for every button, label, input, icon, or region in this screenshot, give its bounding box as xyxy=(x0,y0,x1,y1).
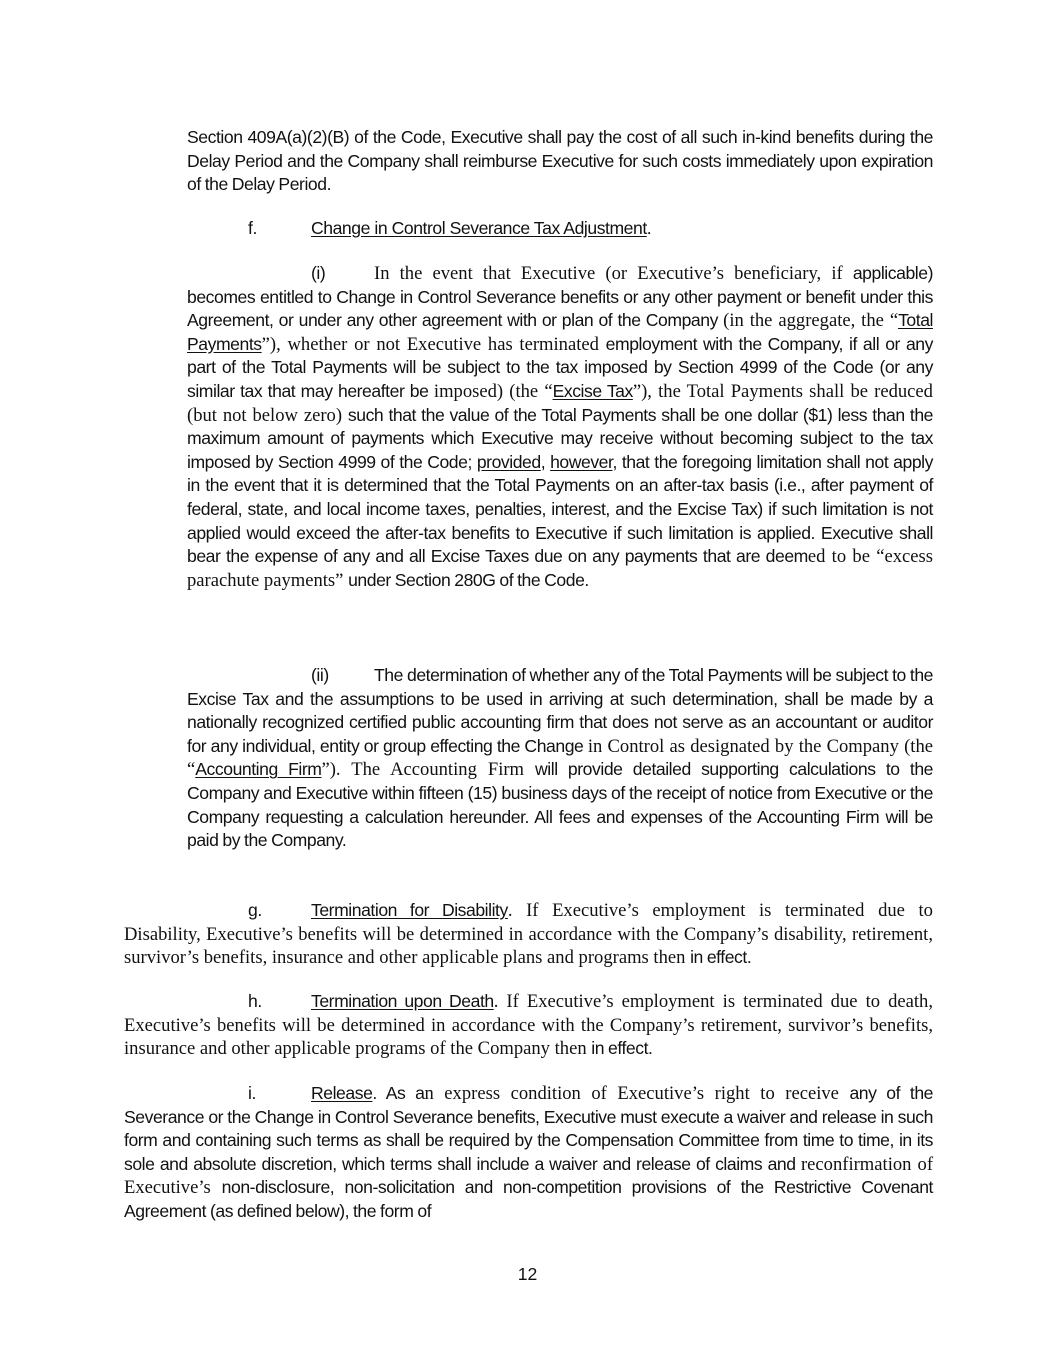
text-segment: . If Executive’s employment is terminated due to Disability, Executive’s benefits will be determined in accordance with the Company’s disability, retirement, survivor’s benefits, insurance and other applicable plans and programs then xyxy=(124,900,933,969)
text-segment: , that the foregoing limitation shall not apply in the event that it is determined that the Total Payments on an after-tax basis (i.e., after payment of federal, state, and local income taxes, penalties, interest, and the Excise Tax) if such limitation is not applied would exceed the after-tax benefits to Executive if such limitation is applied. Executive shall bear the expense of any and all Excise Taxes due on any payments that are deem xyxy=(187,451,933,567)
text-segment: n express condition of Executive’s right to receive xyxy=(424,1083,850,1104)
section-f-heading xyxy=(248,217,651,241)
text-segment: such that the value of the Total Payments shall be one dollar ($1) less than the maximum amount of payments which Executive may receive without becoming subject to the tax imposed by Section 4999 of the Code; xyxy=(187,404,933,472)
text-segment: . If Executive’s employment is terminated due to death, Executive’s benefits will be determined in accordance with the Company’s retirement, survivor’s benefits, insurance and other applicable programs of the Company then xyxy=(124,991,933,1060)
emphasis-provided: provided xyxy=(476,451,541,472)
text-segment: any of the Severance or the Change in Control Severance benefits, Executive must execute a waiver and release in such form and containing such terms as shall be required by the Compensation Committee from time to time, in its sole and absolute discretion, which terms shall include a waiver and release of claims and xyxy=(124,1083,933,1174)
section-i-title: Release xyxy=(311,1083,373,1103)
text-segment: imposed) (the “ xyxy=(433,380,553,402)
defined-term-excise-tax: Excise Tax xyxy=(552,380,633,401)
defined-term-total-payments: Total Payments xyxy=(187,310,933,354)
defined-term-accounting-firm: Accounting Firm xyxy=(195,759,322,780)
text-segment: non-disclosure, non-solicitation and non-competition provisions of the Restrictive Covenant Agreement (as defined below), the form of xyxy=(124,1177,933,1221)
text-segment: The determination of whether any of the Total Payments will be subject to the Excise Tax and the assumptions to be used in arriving at such determination, shall be made by a nationally recognized certified public accounting firm that does not serve as an accountant or auditor for any individual, entity or group effecting the Change xyxy=(187,665,933,756)
text-segment: ”), whether or not Executive has terminated xyxy=(261,333,606,355)
text-segment: in effect. xyxy=(591,1038,653,1059)
subsection-ii-marker: (ii) xyxy=(311,665,329,685)
text-segment: , xyxy=(540,451,551,472)
text-segment: ”), the Total Payments shall be reduced (but not below zero) xyxy=(187,380,933,426)
section-g-marker: g. xyxy=(248,900,262,920)
text-segment: will provide detailed supporting calculations to the Company and Executive within fifteen (15) business days of the receipt of notice from Executive or the Company requesting a calculation hereunder. All fees and expenses of the Accounting Firm will be paid by the Company. xyxy=(187,759,934,851)
section-h-title: Termination upon Death xyxy=(311,991,494,1011)
text-segment: In the event that Executive (or Executive’s beneficiary, if xyxy=(374,263,853,284)
subsection-i-paragraph xyxy=(187,262,933,592)
section-i-marker: i. xyxy=(248,1083,256,1103)
text-segment: in effect. xyxy=(690,947,752,968)
section-f-title: Change in Control Severance Tax Adjustment xyxy=(311,218,647,238)
paragraph-text: Section 409A(a)(2)(B) of the Code, Executive shall pay the cost of all such in-kind benefits during the Delay Period and the Company shall reimburse Executive for such costs immediately upon expiration of the Delay Period. xyxy=(187,127,933,195)
text-segment: . As a xyxy=(372,1083,425,1103)
text-segment: in Control as designated by the Company (the “ xyxy=(187,735,934,781)
paragraph-409a-continuation xyxy=(187,126,933,197)
text-segment: (in the aggregate, the “ xyxy=(723,310,899,332)
section-f-title-suffix: . xyxy=(646,218,652,238)
section-f-marker: f. xyxy=(248,218,257,238)
section-g-paragraph xyxy=(124,899,933,970)
subsection-i-marker: (i) xyxy=(311,263,326,283)
page-number: 12 xyxy=(517,1264,538,1284)
section-g-title: Termination for Disability xyxy=(311,900,508,920)
section-i-paragraph xyxy=(124,1082,933,1224)
subsection-ii-paragraph xyxy=(187,664,933,853)
text-segment: reconfirmation of Executive’s xyxy=(124,1153,934,1199)
text-segment: ”). The Accounting Firm xyxy=(321,759,536,781)
text-segment: ed to be “excess parachute payments” xyxy=(187,546,933,591)
text-segment: employment with the Company, if all or any part of the Total Payments will be subject to the tax imposed by Section 4999 of the Code (or any similar tax that may hereafter be xyxy=(187,333,933,401)
text-segment: under Section 280G of the Code. xyxy=(348,569,589,590)
section-h-marker: h. xyxy=(248,991,262,1011)
emphasis-however: however xyxy=(550,451,613,472)
section-h-paragraph xyxy=(124,990,933,1061)
text-segment: applicable) becomes entitled to Change in Control Severance benefits or any other payment or benefit under this Agreement, or under any other agreement with or plan of the Company xyxy=(187,263,933,331)
